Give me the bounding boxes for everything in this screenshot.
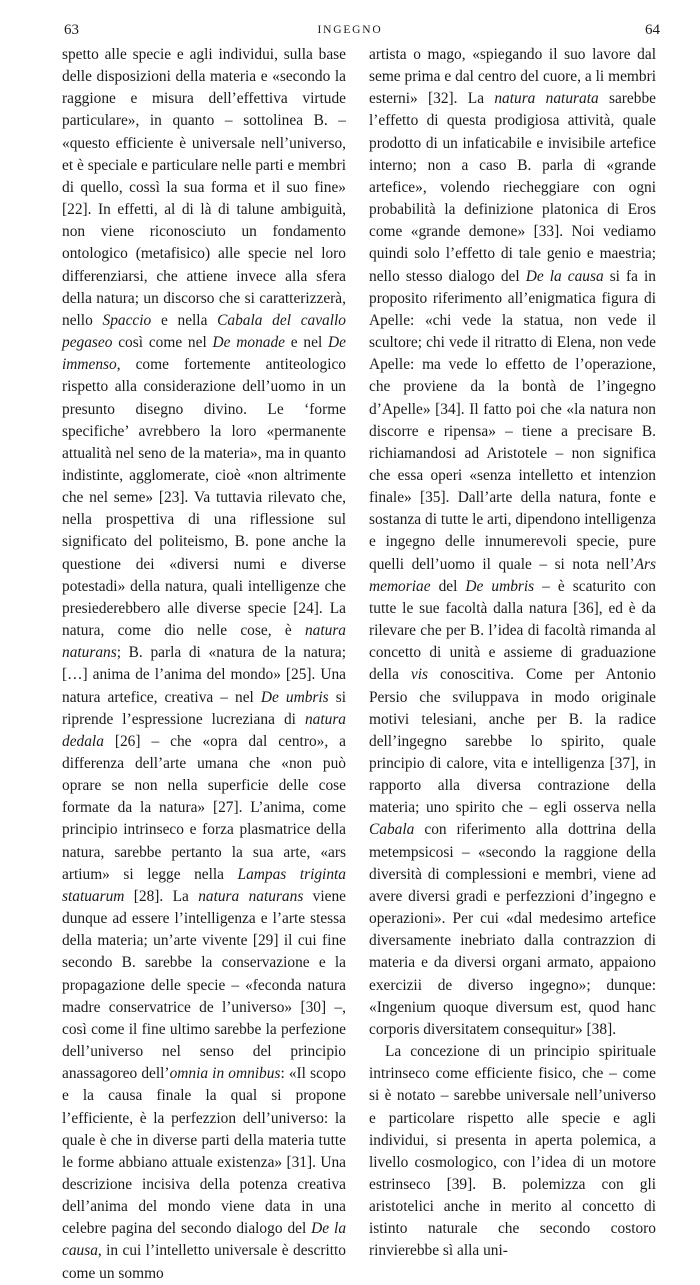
text-run: : «Il scopo e la causa finale la qual si propone l’efficiente, è la perfezzion dell’universo: la quale è che in diverse parti della materia tutte le forme abbiano attuale existenza» [31]. Una descrizione incisiva della potenza creativa dell’anima del mondo viene data in una celebre pagina del secondo dialogo del [62,1065,347,1238]
paragraph [369,44,656,1041]
italic-text: De umbris [260,688,329,706]
paragraph [62,44,346,1285]
text-run: – è scaturito con tutte le sue facoltà dalla natura [36], ed è da rilevare che per B. l’idea di facoltà rimanda al concetto di unità e assieme di graduazione della [369,577,656,684]
text-run: , come fortemente antiteologico rispetto alla considerazione dell’uomo in un presunto disegno divino. Le ‘forme specifiche’ avrebbero la loro «permanente attualità nel seno de la materia», ma in quanto indistinte, agglomerate, cioè «non altrimente che nel seme» [23]. Va tuttavia rilevato che, nella prospettiva di una riflessione sul significato del politeismo, B. pone anche la questione dei «diversi numi e diverse potestadi» della natura, quali intelligenze che presiederebbero alle diverse specie [24]. La natura, come dio nelle cose, è [62,356,346,640]
text-run: [26] – che «opra dal centro», a differenza dell’arte umana che «non può oprare se non nella superficie delle cose formate da la natura» [27]. L’anima, come principio intrinseco e forza plasmatrice della natura, sarebbe pertanto la sua arte, «ars artium» si legge nella [62,732,346,883]
italic-text: Spaccio [102,311,152,329]
italic-text: natura dedala [62,710,346,750]
text-run: [28]. La [124,887,199,905]
paragraph [369,1041,656,1263]
italic-text: omnia in omnibus [169,1065,281,1083]
italic-text: De la causa [525,267,604,285]
page-number-right: 64 [645,22,660,38]
text-run: artista o mago, «spiegando il suo lavore dal seme prima e dal centro del cuore, a li membri esterni» [32]. La [369,46,656,108]
right-column [369,44,656,1263]
left-column [62,44,346,1285]
page-number-left: 63 [64,22,79,38]
text-run: si riprende l’espressione lucreziana di [62,688,346,728]
italic-text: vis [410,666,429,684]
text-run: con riferimento alla dottrina della metempsicosi – «secondo la raggione della diversità di complessioni e membri, viene ad avere diversi gradi e perfezzioni d’ingegno e operazioni». Per cui «dal medesimo artefice diversamente inebriato dalla contrazzion di materia e da diversi organi armato, appaiono exercizii de diverso ingegno»; dunque: «Ingenium quoque diversum est, quod hanc corporis diversitatem consequitur» [38]. [369,821,656,1038]
text-run: si fa in proposito riferimento all’enigmatica figura di Apelle: «chi vede la statua, non vede il scultore; chi vede il ritratto di Elena, non vede Apelle: ma vede lo effetto de l’operazione, che proviene da la bontà de l’ingegno d’Apelle» [34]. Il fatto poi che «la natura non discorre e ripensa» – tiene a precisare B. richiamandosi ad Aristotele – non significa che essa operi «senza intelletto et intenzion finale» [35]. Dall’arte della natura, fonte e sostanza di tutte le arti, dipendono intelligenza e ingegno delle innumerevoli specie, pure quelli dell’uomo il quale – si nota nell’ [369,267,656,573]
text-run: ; B. parla di «natura de la natura; […] anima de l’anima del mondo» [25]. Una natura artefice, creativa – nel [62,644,346,706]
italic-text: De la causa [62,1220,347,1260]
text-run: e nel [285,334,329,352]
text-run: sarebbe l’effetto di questa prodigiosa attività, quale prodotto di un infaticabile e invisibile artefice interno; non a caso B. parla di «grande artefice», volendo riecheggiare con ogni probabilità la definizione platonica di Eros come «grande demone» [33]. Noi vediamo quindi solo l’effetto di tale genio e maestria; nello stesso dialogo del [369,90,656,285]
text-run: del [430,577,466,595]
text-run: spetto alle specie e agli individui, sulla base delle disposizioni della materia e «secondo la raggione e misura dell’effettiva virtude particulare», in quanto – sottolinea B. – «questo efficiente è universale nell’universo, et è speciale e particulare nelle parti e membri di quello, cossì la sua forma et il suo fine» [22]. In effetti, al di là di talune ambiguità, non viene riconosciuto un fondamento ontologico (metafisico) alle specie nel loro differenziarsi, che attiene invece alla sfera della natura; un discorso che si caratterizzerà, nello [62,46,346,329]
italic-text: natura naturans [198,887,304,905]
text-run: e nella [151,311,218,329]
italic-text: Cabala [369,821,415,839]
text-run: , in cui l’intelletto universale è descritto come un sommo [62,1242,346,1282]
text-run: conoscitiva. Come per Antonio Persio che sviluppava in modo originale motivi telesiani, anche per B. la radice dell’ingegno sarebbe lo spirito, quale principio di calore, vita e intelligenza [37], in rapporto alla diversa contrazione della materia; uno spirito che – egli osserva nella [369,666,656,817]
italic-text: De immenso [62,334,346,374]
italic-text: De umbris [465,577,535,595]
italic-text: Lampas triginta statuarum [62,865,346,905]
text-run: La concezione di un principio spirituale intrinseco come efficiente fisico, che – come si è notato – sarebbe universale nell’universo e particolare rispetto alle specie e agli individui, si presenta in aperta polemica, a livello cosmologico, con l’idea di un motore estrinseco [39]. B. polemizza con gli aristotelici anche in merito al concetto di istinto naturale che secondo costoro rinvierebbe sì alla uni- [369,1043,656,1260]
italic-text: natura naturata [494,90,599,108]
italic-text: Cabala del cavallo pegaseo [62,311,347,352]
text-run: così come nel [112,334,213,352]
running-head [0,20,700,40]
italic-text: natura naturans [62,622,346,662]
italic-text: De monade [212,334,286,352]
text-run: viene dunque ad essere l’intelligenza e l’arte stessa della materia; un’arte vivente [29] il cui fine secondo B. sarebbe la conservazione e la propagazione delle specie – «feconda natura madre conservatrice de l’universo» [30] –, così come il fine ultimo sarebbe la perfezione dell’universo nel senso del principio anassagoreo dell’ [62,887,346,1083]
italic-text: Ars memoriae [369,555,656,595]
running-title: INGEGNO [317,24,383,36]
